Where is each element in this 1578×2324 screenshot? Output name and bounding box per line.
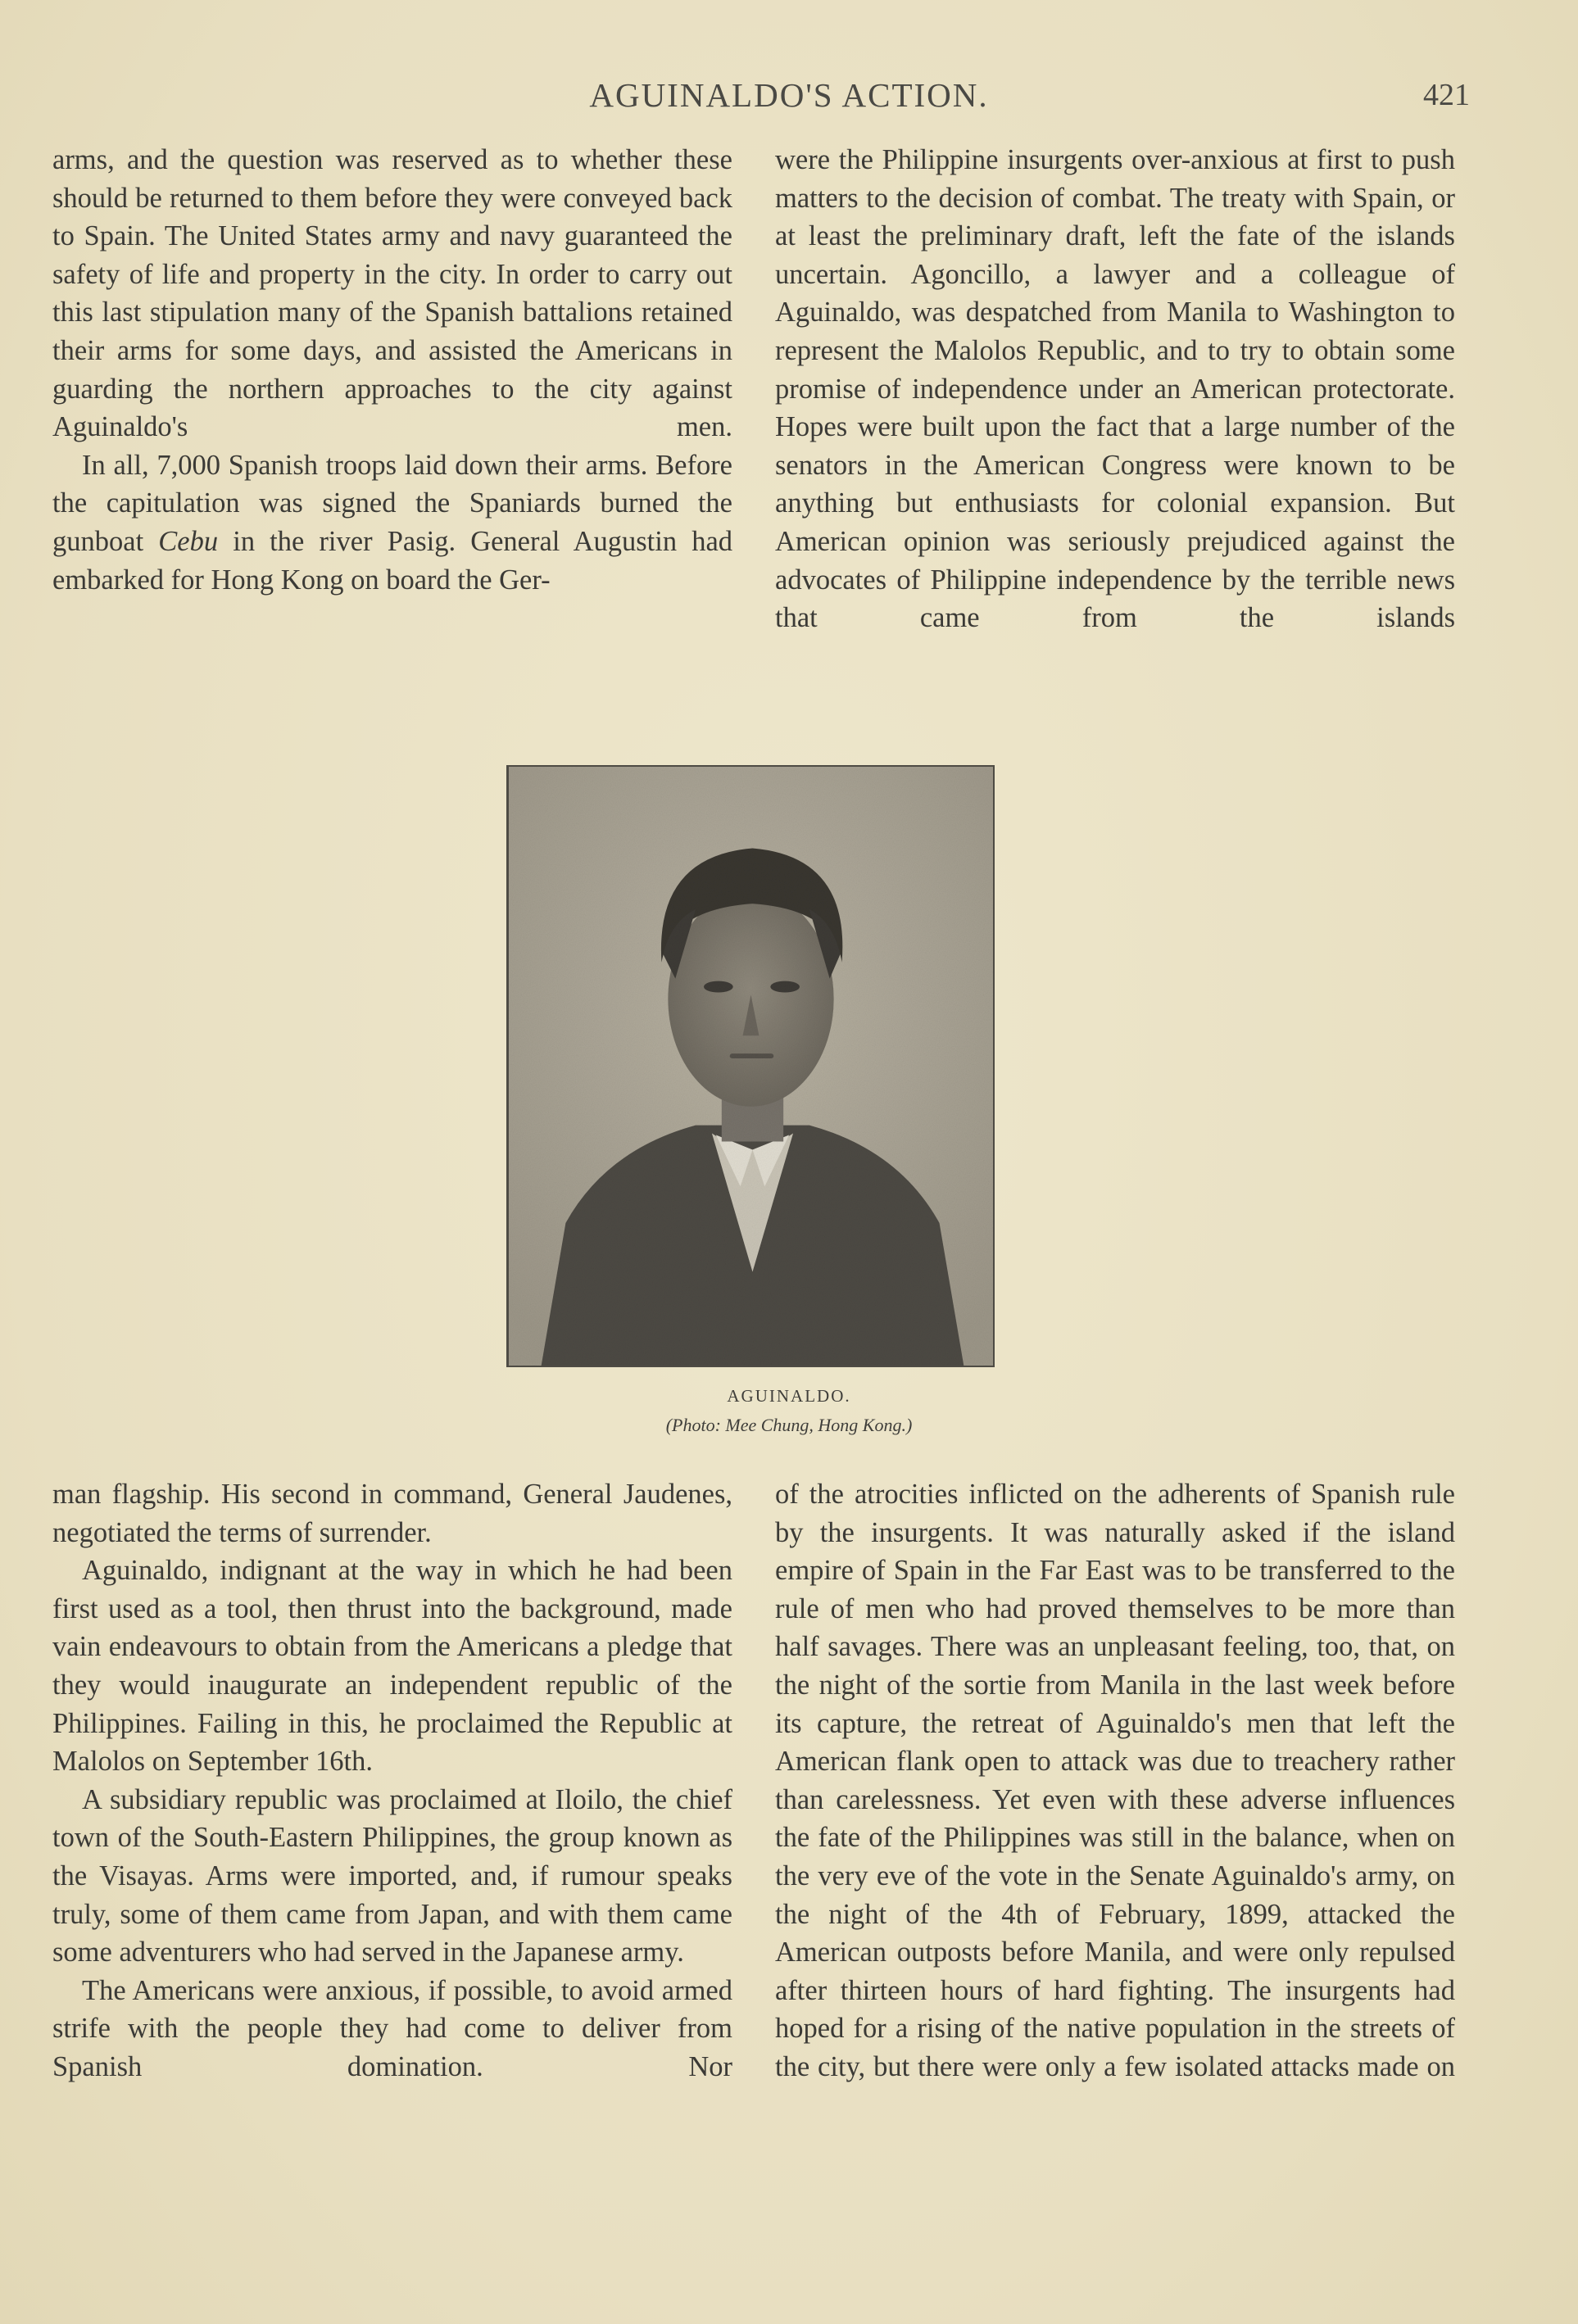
figure-caption: AGUINALDO. xyxy=(727,1386,851,1406)
photo-credit: (Photo: Mee Chung, Hong Kong.) xyxy=(665,1415,913,1435)
paragraph: were the Philippine insurgents over-anxious at first to push matters to the decision of combat. The treaty with Spain, or at least the preliminary draft, left the fate of the islands uncertain. Agoncillo, a lawyer and a colleague of Aguinaldo, was despatched from Manila to Washington to represent the Malolos Republic, and to try to obtain some promise of independence under an American protectorate. Hopes were built upon the fact that a large number of the senators in the American Congress were known to be anything but enthusiasts for colonial expansion. But American opinion was seriously prejudiced against the advocates of Philippine independence by the terrible news that came from the islands xyxy=(775,144,1455,634)
text-run: In all, 7,000 Spanish troops laid down their arms. Before the capitulation was signed the Spaniards burned the gunboat xyxy=(52,449,732,557)
paragraph: arms, and the question was reserved as to whether these should be returned to them before they were conveyed back to Spain. The United States army and navy guaranteed the safety of life and property in the city. In order to carry out this last stipulation many of the Spanish battalions retained their arms for some days, and assisted the Americans in guarding the northern approaches to the city against Aguinaldo's men. xyxy=(52,144,732,443)
portrait-photo xyxy=(506,765,995,1367)
column-top-right xyxy=(775,141,1455,637)
ship-name: Cebu xyxy=(158,525,219,557)
paragraph: A subsidiary republic was proclaimed at Iloilo, the chief town of the South-Eastern Philippines, the group known as the Visayas. Arms were imported, and, if rumour speaks truly, some of them came from Japan, and with them came some adventurers who had served in the Japanese army. xyxy=(52,1783,732,1968)
running-head: AGUINALDO'S ACTION. xyxy=(589,76,989,114)
paragraph: of the atrocities inflicted on the adherents of Spanish rule by the insurgents. It was naturally asked if the island empire of Spain in the Far East was to be transferred to the rule of men who had proved themselves to be more than half savages. There was an unpleasant feeling, too, that, on the night of the sortie from Manila in the last week before its capture, the retreat of Aguinaldo's men that left the American flank open to attack was due to treachery rather than carelessness. Yet even with these adverse influences the fate of the Philippines was still in the balance, when on the very eve of the vote in the Senate Aguinaldo's army, on the night of the 4th of February, 1899, attacked the American outposts before Manila, and were only repulsed after thirteen hours of hard fighting. The insurgents had hoped for a rising of the native population in the streets of the city, but there were only a few isolated attacks made on xyxy=(775,1479,1455,2082)
text-run: in the river Pasig. General Augustin had embarked for Hong Kong on board the Ger- xyxy=(52,525,733,596)
paragraph: Aguinaldo, indignant at the way in which he had been first used as a tool, then thrust into the background, made vain endeavours to obtain from the Americans a pledge that they would inaugurate an independent republic of the Philippines. Failing in this, he proclaimed the Republic at Malolos on September 16th. xyxy=(52,1555,732,1778)
column-bottom-right xyxy=(775,1475,1455,2086)
portrait-image xyxy=(509,767,993,1366)
paragraph: The Americans were anxious, if possible, to avoid armed strife with the people they had come to deliver from Spanish domination. Nor xyxy=(52,1974,732,2082)
column-top-left xyxy=(52,141,732,599)
paragraph: man flagship. His second in command, General Jaudenes, negotiated the terms of surrender. xyxy=(52,1479,732,1548)
paragraph xyxy=(52,446,732,599)
page-number: 421 xyxy=(1423,78,1470,112)
column-bottom-left xyxy=(52,1475,732,2086)
